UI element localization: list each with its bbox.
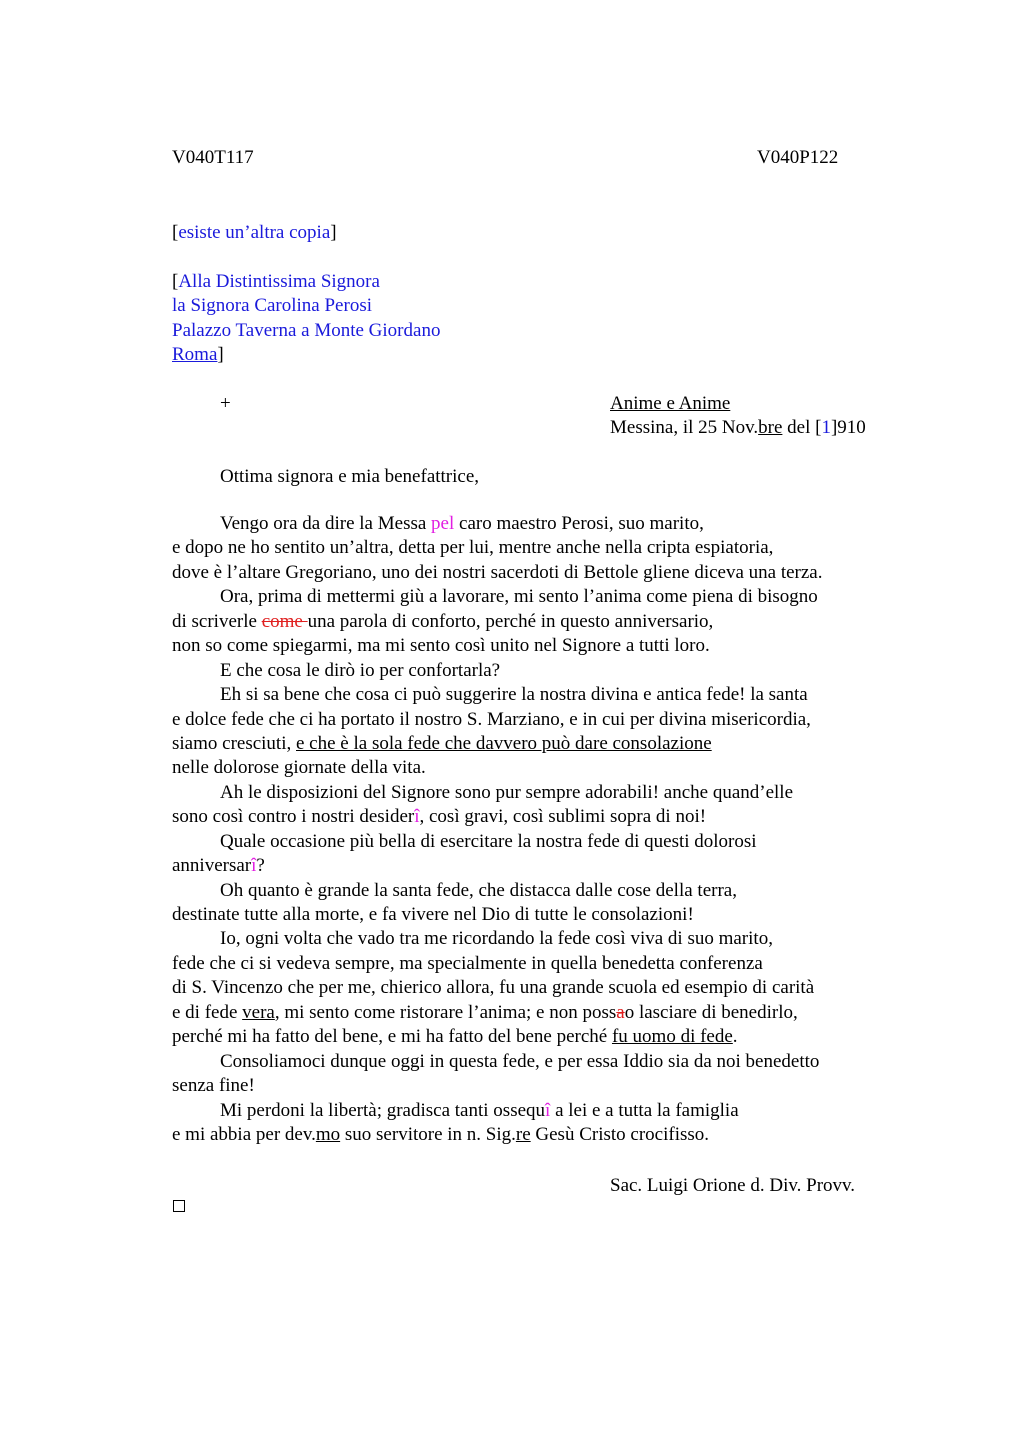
body-line: E che cosa le dirò io per confortarla?: [220, 659, 501, 681]
body-line: Eh si sa bene che cosa ci può suggerire la nostra divina e antica fede! la santa: [220, 684, 808, 706]
address-line-3: Palazzo Taverna a Monte Giordano: [172, 319, 441, 341]
body-line: e dopo ne ho sentito un’altra, detta per lui, mentre anche nella cripta espiatoria,: [172, 537, 774, 559]
header-right-code: V040P122: [757, 147, 839, 168]
body-line: perché mi ha fatto del bene, e mi ha fatto del bene perché fu uomo di fede.: [172, 1026, 738, 1048]
body-line: Oh quanto è grande la santa fede, che distacca dalle cose della terra,: [220, 879, 737, 901]
body-line: senza fine!: [172, 1075, 255, 1097]
body-line: e dolce fede che ci ha portato il nostro S. Marziano, e in cui per divina misericordia,: [172, 708, 811, 730]
deleted-letter: a: [616, 1001, 625, 1023]
bracket-open: [: [172, 222, 179, 243]
copy-note-text: esiste un’altra copia: [178, 222, 331, 243]
salutation: Ottima signora e mia benefattrice,: [220, 466, 480, 487]
body-line: e mi abbia per dev.mo suo servitore in n. Sig.re Gesù Cristo crocifisso.: [172, 1123, 710, 1145]
signature: Sac. Luigi Orione d. Div. Provv.: [610, 1175, 856, 1196]
address-block: [172, 270, 440, 368]
cross-symbol: +: [220, 393, 231, 414]
body-line: di scriverle come una parola di conforto, perché in questo anniversario,: [172, 610, 714, 632]
motto: Anime e Anime: [610, 393, 731, 414]
body-line: Ora, prima di mettermi giù a lavorare, mi sento l’anima come piena di bisogno: [220, 586, 818, 608]
bracket-close: ]: [217, 344, 224, 366]
copy-note: [172, 221, 337, 245]
body-line: siamo cresciuti, e che è la sola fede che davvero può dare consolazione: [172, 732, 712, 754]
bracket-open: [: [172, 271, 179, 292]
body-line: dove è l’altare Gregoriano, uno dei nostri sacerdoti di Bettole gliene diceva una terza.: [172, 561, 823, 583]
letter-date: Messina, il 25 Nov.bre del [1]910: [610, 417, 866, 438]
address-line-4: Roma: [172, 344, 218, 366]
body-line: Io, ogni volta che vado tra me ricordando la fede così viva di suo marito,: [220, 928, 773, 950]
bracket-close: ]: [330, 222, 337, 243]
body-line: Vengo ora da dire la Messa pel caro maestro Perosi, suo marito,: [220, 513, 704, 534]
deleted-word: come: [261, 610, 308, 632]
body-line: Mi perdoni la libertà; gradisca tanti ossequî a lei e a tutta la famiglia: [220, 1099, 739, 1121]
body-line: Ah le disposizioni del Signore sono pur sempre adorabili! anche quand’elle: [220, 781, 794, 803]
body-line: destinate tutte alla morte, e fa vivere nel Dio di tutte le consolazioni!: [172, 904, 694, 925]
letter-body: [172, 512, 823, 1147]
empty-box-symbol: [173, 1200, 185, 1212]
body-line: anniversarî?: [172, 855, 265, 877]
body-line: Quale occasione più bella di esercitare la nostra fede di questi dolorosi: [220, 830, 757, 852]
address-line-1: Alla Distintissima Signora: [178, 271, 380, 292]
body-line: e di fede vera, mi sento come ristorare l’anima; e non possao lasciare di benedirlo,: [172, 1001, 798, 1023]
body-line: Consoliamoci dunque oggi in questa fede, e per essa Iddio sia da noi benedetto: [220, 1050, 820, 1072]
body-line: non so come spiegarmi, ma mi sento così unito nel Signore a tutti loro.: [172, 635, 710, 657]
header-left-code: V040T117: [172, 147, 254, 168]
body-line: sono così contro i nostri desiderî, così gravi, così sublimi sopra di noi!: [172, 806, 707, 828]
body-line: fede che ci si vedeva sempre, ma specialmente in quella benedetta conferenza: [172, 952, 763, 974]
body-line: di S. Vincenzo che per me, chierico allora, fu una grande scuola ed esempio di carità: [172, 977, 815, 999]
body-line: nelle dolorose giornate della vita.: [172, 757, 426, 779]
address-line-2: la Signora Carolina Perosi: [172, 295, 372, 317]
